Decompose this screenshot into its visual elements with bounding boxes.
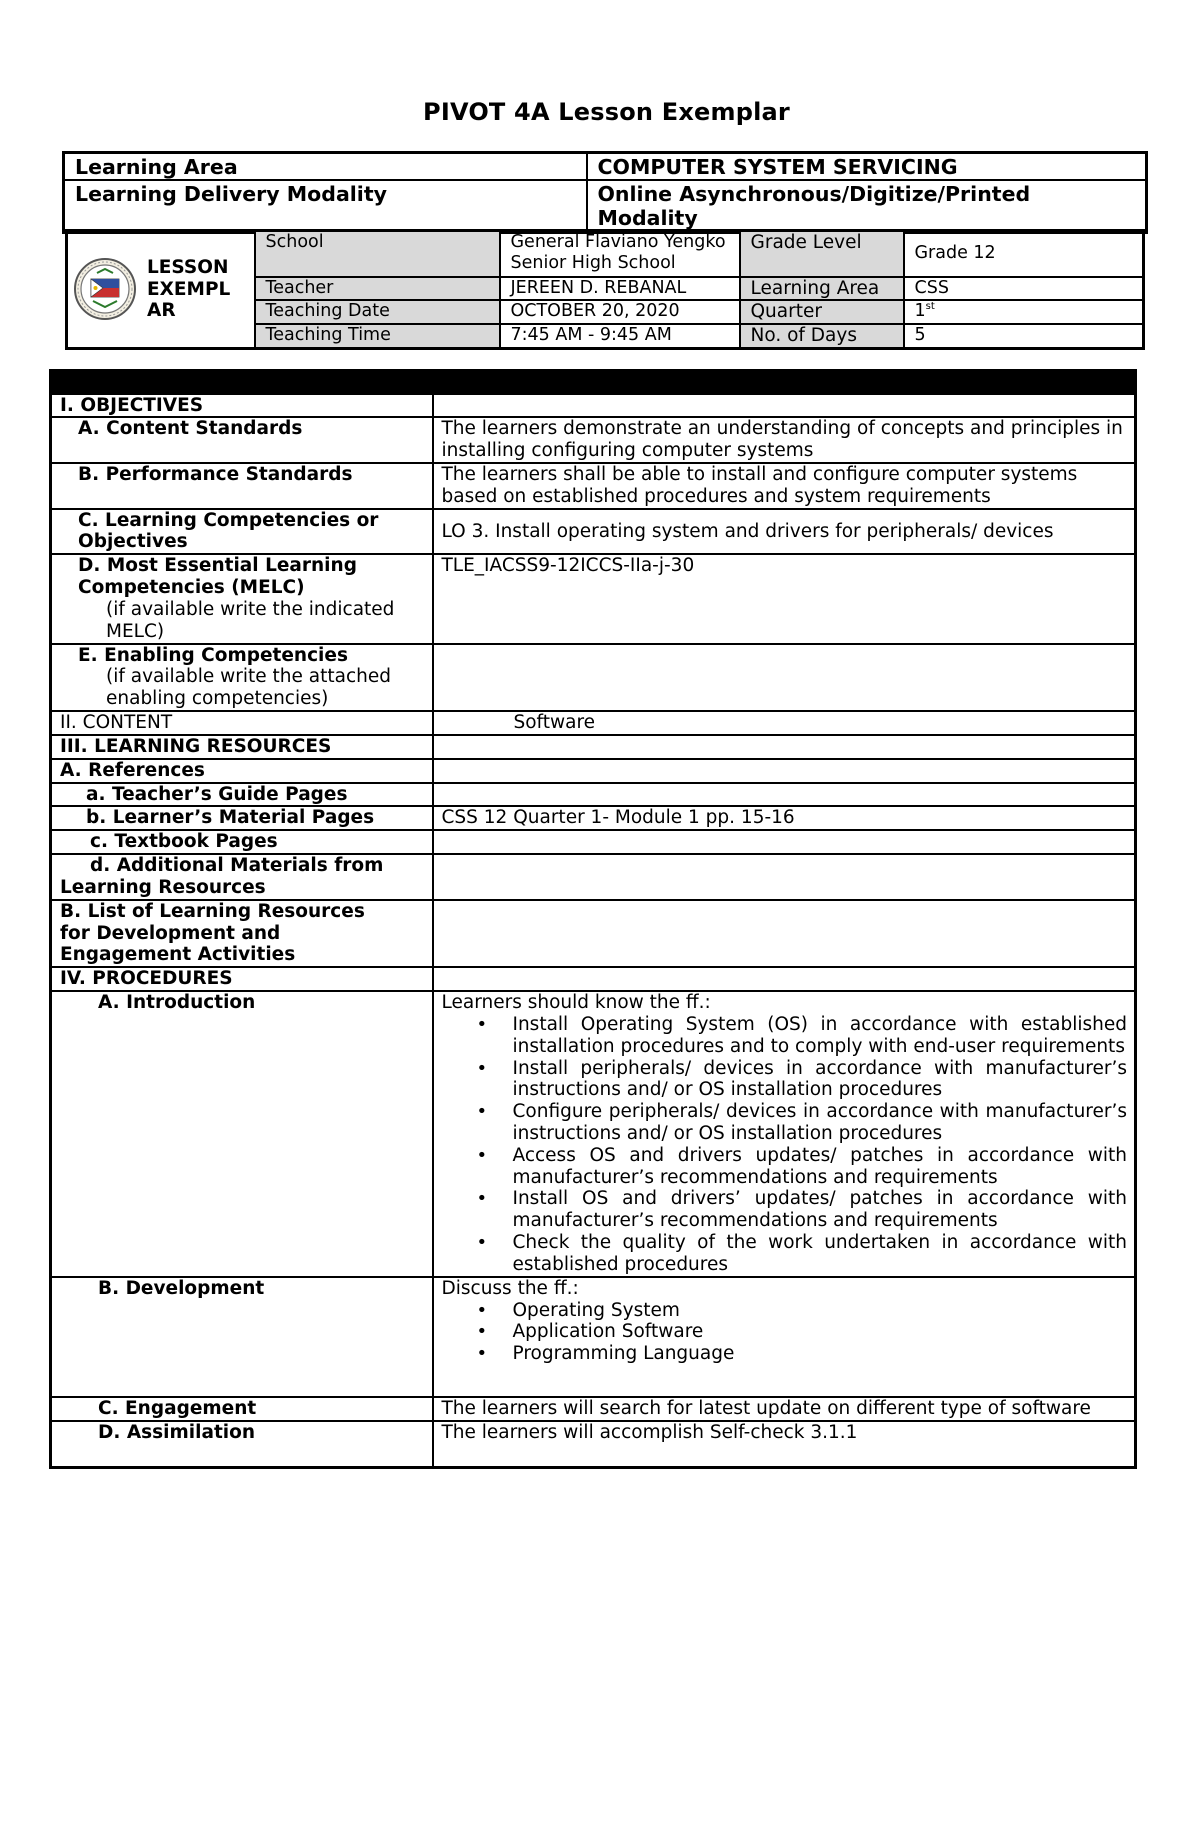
learning-area-value: COMPUTER SYSTEM SERVICING: [587, 153, 1147, 181]
list-item: • Application Software: [442, 1321, 1128, 1343]
introduction-list: [442, 1014, 1128, 1276]
references-label: A. References: [51, 759, 433, 783]
enabling-label: [51, 644, 433, 711]
competencies-label: [51, 509, 433, 555]
table-row: [51, 394, 1136, 418]
table-row: [51, 554, 1136, 643]
lesson-exemplar-badge: [67, 231, 255, 349]
learners-material-label: b. Learner’s Material Pages: [51, 806, 433, 830]
additional-materials-label: d. Additional Materials from Learning Resources: [51, 854, 433, 900]
table-row: [51, 463, 1136, 509]
content-standards-value: The learners demonstrate an understanding of concepts and principles in installing configuring computer systems: [433, 417, 1136, 463]
table-row: [51, 991, 1136, 1277]
table-row: [51, 854, 1136, 900]
engagement-value: The learners will search for latest update on different type of software: [433, 1397, 1136, 1421]
content-value: Software: [433, 711, 1136, 735]
lesson-plan-table: [49, 369, 1137, 1469]
references-value: [433, 759, 1136, 783]
table-row: [51, 509, 1136, 555]
table-row: [51, 644, 1136, 711]
table-row: [51, 1421, 1136, 1468]
table-row: [51, 735, 1136, 759]
list-item: • Programming Language: [442, 1343, 1128, 1365]
textbook-value: [433, 830, 1136, 854]
introduction-value: [433, 991, 1136, 1277]
grade-level-value: Grade 12: [904, 231, 1144, 277]
table-row: [51, 1397, 1136, 1421]
table-row: [51, 711, 1136, 735]
table-row: [51, 1277, 1136, 1397]
development-label: B. Development: [51, 1277, 433, 1397]
list-item: • Install OS and drivers’ updates/ patches in accordance with manufacturer’s recommendations and requirements: [442, 1188, 1128, 1232]
table-row: [51, 759, 1136, 783]
deped-seal-icon: [73, 257, 137, 321]
assimilation-value: The learners will accomplish Self-check 3.1.1: [433, 1421, 1136, 1468]
performance-standards-label: B. Performance Standards: [51, 463, 433, 509]
competencies-value: LO 3. Install operating system and drivers for peripherals/ devices: [433, 509, 1136, 555]
table-row: [51, 806, 1136, 830]
development-value: [433, 1277, 1136, 1397]
textbook-label: c. Textbook Pages: [51, 830, 433, 854]
assimilation-label: D. Assimilation: [51, 1421, 433, 1468]
learning-resources-label: III. LEARNING RESOURCES: [51, 735, 433, 759]
header-bar-right: [433, 371, 1136, 394]
learning-area-short-label: Learning Area: [740, 277, 904, 301]
grade-level-label: Grade Level: [740, 231, 904, 277]
table-row: [51, 900, 1136, 967]
table-row: [51, 783, 1136, 807]
header-table-details: [65, 229, 1145, 350]
quarter-label: Quarter: [740, 300, 904, 324]
learning-area-short-value: CSS: [904, 277, 1144, 301]
school-value: General Flaviano Yengko Senior High School: [500, 231, 740, 277]
days-value: 5: [904, 324, 1144, 348]
enabling-value: [433, 644, 1136, 711]
melc-title: D. Most Essential Learning Competencies (MELC): [78, 555, 357, 599]
content-standards-label: A. Content Standards: [51, 417, 433, 463]
melc-value: TLE_IACSS9-12ICCS-IIa-j-30: [433, 554, 1136, 643]
quarter-number: 1: [914, 301, 926, 322]
modality-value: Online Asynchronous/Digitize/Printed Modality: [587, 180, 1147, 232]
quarter-ordinal: st: [925, 301, 935, 313]
teachers-guide-label: a. Teacher’s Guide Pages: [51, 783, 433, 807]
header-bar-left: [51, 371, 433, 394]
teaching-date-value: OCTOBER 20, 2020: [500, 300, 740, 324]
performance-standards-value: The learners shall be able to install and configure computer systems based on established procedures and system requirements: [433, 463, 1136, 509]
quarter-value: [904, 300, 1144, 324]
list-item: • Configure peripherals/ devices in accordance with manufacturer’s instructions and/ or OS installation procedures: [442, 1101, 1128, 1145]
development-list: [442, 1300, 1128, 1365]
teaching-date-label: Teaching Date: [255, 300, 500, 324]
list-resources-label: B. List of Learning Resources for Development and Engagement Activities: [51, 900, 433, 967]
list-resources-value: [433, 900, 1136, 967]
teacher-label: Teacher: [255, 277, 500, 301]
procedures-label: IV. PROCEDURES: [51, 967, 433, 991]
content-label: II. CONTENT: [51, 711, 433, 735]
additional-materials-value: [433, 854, 1136, 900]
introduction-lead: Learners should know the ff.:: [441, 992, 711, 1014]
list-item: • Install Operating System (OS) in accordance with established installation procedures and to comply with end-user requirements: [442, 1014, 1128, 1058]
table-row: [51, 417, 1136, 463]
table-row: [51, 967, 1136, 991]
enabling-title: E. Enabling Competencies: [78, 644, 348, 666]
list-item: • Install peripherals/ devices in accordance with manufacturer’s instructions and/ or OS installation procedures: [442, 1058, 1128, 1102]
learners-material-value: CSS 12 Quarter 1- Module 1 pp. 15-16: [433, 806, 1136, 830]
development-lead: Discuss the ff.:: [441, 1277, 579, 1299]
enabling-note: (if available write the attached enabling competencies): [106, 666, 391, 710]
document-title: PIVOT 4A Lesson Exemplar: [423, 98, 790, 126]
list-item: • Check the quality of the work undertaken in accordance with established procedures: [442, 1232, 1128, 1276]
section-objectives: I. OBJECTIVES: [51, 394, 433, 418]
teaching-time-value: 7:45 AM - 9:45 AM: [500, 324, 740, 348]
learning-resources-value: [433, 735, 1136, 759]
introduction-label: A. Introduction: [51, 991, 433, 1277]
modality-label: Learning Delivery Modality: [64, 180, 587, 232]
teacher-value: JEREEN D. REBANAL: [500, 277, 740, 301]
header-table-primary: [62, 151, 1148, 234]
teachers-guide-value: [433, 783, 1136, 807]
competencies-text: C. Learning Competencies or Objectives: [78, 509, 379, 553]
list-item: • Operating System: [442, 1300, 1128, 1322]
days-label: No. of Days: [740, 324, 904, 348]
engagement-label: C. Engagement: [51, 1397, 433, 1421]
table-row: [51, 830, 1136, 854]
teaching-time-label: Teaching Time: [255, 324, 500, 348]
lesson-exemplar-label: LESSON EXEMPL AR: [147, 257, 231, 322]
melc-label: [51, 554, 433, 643]
section-objectives-value: [433, 394, 1136, 418]
learning-area-label: Learning Area: [64, 153, 587, 181]
melc-note: (if available write the indicated MELC): [106, 598, 395, 642]
list-item: • Access OS and drivers updates/ patches in accordance with manufacturer’s recommendations and requirements: [442, 1145, 1128, 1189]
school-label: School: [255, 231, 500, 277]
table-header-bar: [51, 371, 1136, 394]
procedures-value: [433, 967, 1136, 991]
